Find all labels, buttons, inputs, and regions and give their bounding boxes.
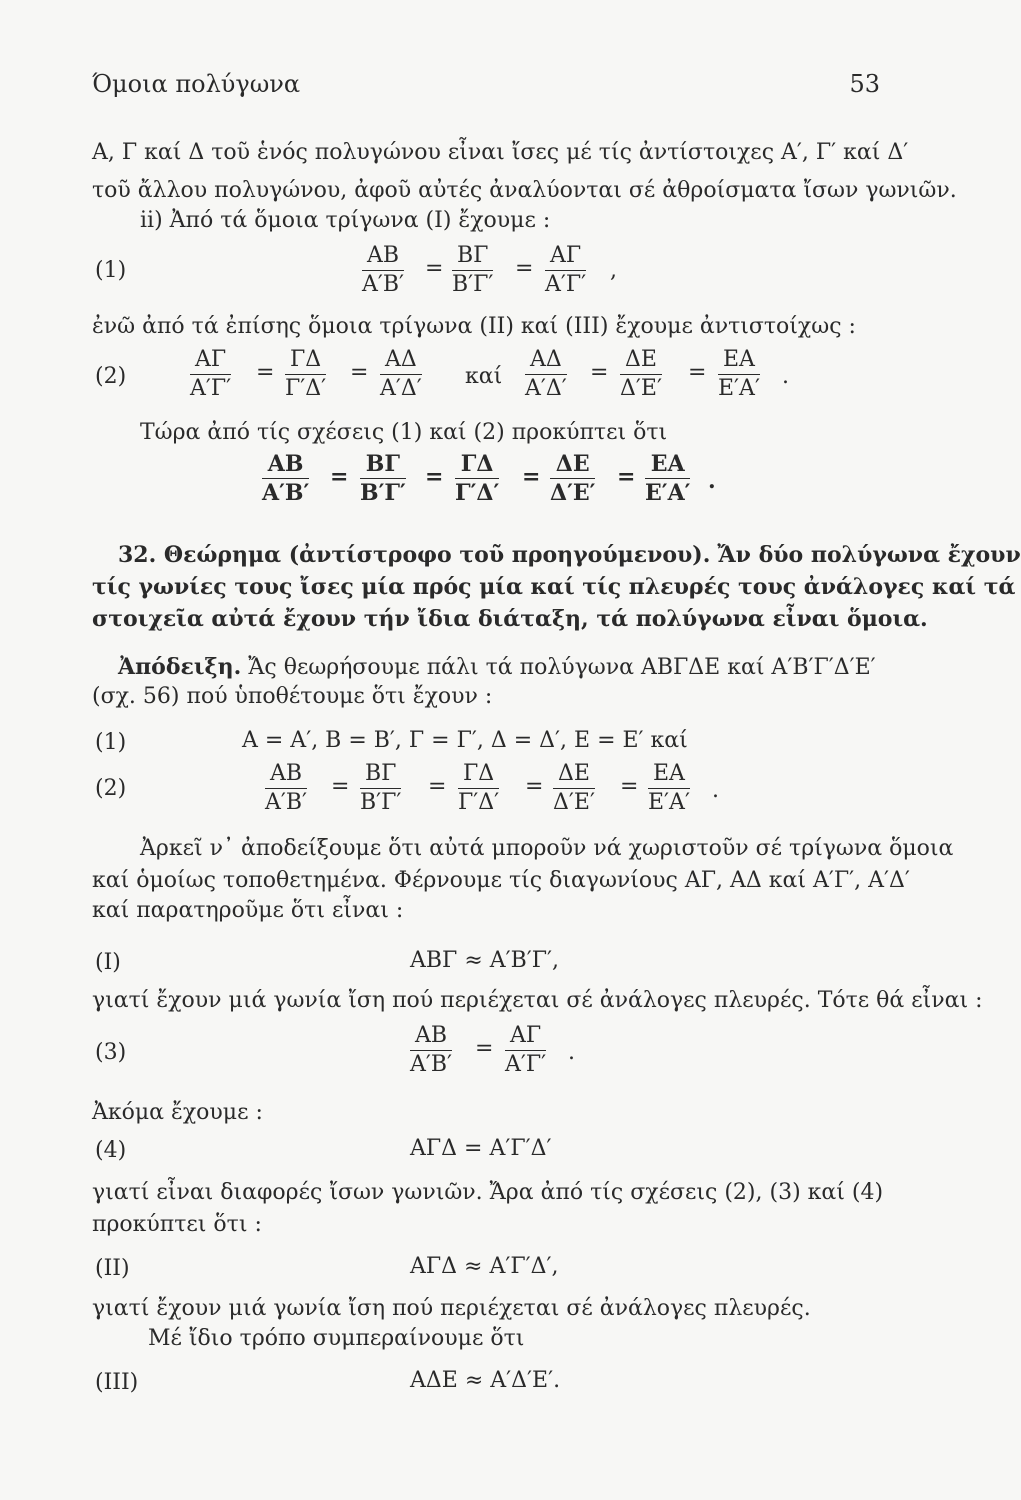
theorem-line-3: στοιχεῖα αὐτά ἔχουν τήν ἴδια διάταξη, τά πολύγωνα εἶναι ὅμοια. (92, 606, 928, 632)
eq1-label: (1) (95, 258, 127, 283)
text-between: ἐνῶ ἀπό τά ἐπίσης ὅμοια τρίγωνα (II) καί (III) ἔχουμε ἀντιστοίχως : (92, 314, 856, 339)
eq3b-label: (3) (95, 1040, 127, 1065)
fraction: $\frac{EA}{E'A'}$ (648, 761, 690, 815)
fraction: $\frac{\Gamma\Delta}{\Gamma'\Delta'}$ (285, 347, 327, 401)
fraction: $\frac{AB}{A'B'}$ (410, 1023, 453, 1077)
text-now: Τώρα ἀπό τίς σχέσεις (1) καί (2) προκύπτει ὅτι (140, 420, 668, 445)
equals-sign: = (331, 774, 350, 799)
eqIII-label: (III) (95, 1370, 139, 1395)
equals-sign: = (428, 774, 447, 799)
proof-line-1: Ἀπόδειξη. Ἄς θεωρήσουμε πάλι τά πολύγωνα ΑΒΓΔΕ καί Α′Β′Γ′Δ′Ε′ (118, 654, 876, 680)
fraction: $\frac{A\Delta}{A'\Delta'}$ (380, 347, 422, 401)
eq2-label: (2) (95, 364, 127, 389)
equals-sign: = (620, 774, 639, 799)
fraction: $\frac{AB}{A'B'}$ (265, 761, 308, 815)
similar-triangles-I: ABΓ ≈ A′B′Γ′, (410, 948, 560, 973)
fraction: $\frac{EA}{E'A'}$ (718, 347, 760, 401)
fraction: $\frac{\Gamma\Delta}{\Gamma'\Delta'}$ (458, 761, 500, 815)
equals-sign: = (590, 360, 609, 385)
eqII-label: (II) (95, 1256, 130, 1281)
angle-equality-4: AΓΔ = A′Γ′Δ′ (410, 1136, 552, 1161)
page-number: 53 (849, 70, 880, 98)
fraction: $\frac{A\Gamma}{A'\Gamma'}$ (505, 1023, 547, 1077)
equals-sign: = (515, 256, 534, 281)
equals-sign: = (522, 464, 541, 490)
fraction: $\frac{\Delta E}{\Delta'E'}$ (550, 451, 596, 506)
fraction: $\frac{B\Gamma}{B'\Gamma'}$ (452, 243, 494, 297)
fraction: $\frac{A\Delta}{A'\Delta'}$ (525, 347, 567, 401)
period: . (782, 364, 789, 389)
equals-sign: = (425, 464, 444, 490)
equals-sign: = (256, 360, 275, 385)
proof-heading: Ἀπόδειξη. (118, 654, 242, 680)
proof-line-2: (σχ. 56) πού ὑποθέτουμε ὅτι ἔχουν : (92, 684, 493, 709)
because-line-1: γιατί ἔχουν μιά γωνία ἴση πού περιέχεται σέ ἀνάλογες πλευρές. Τότε θά εἶναι : (92, 988, 983, 1013)
same-way-line: Μέ ἴδιο τρόπο συμπεραίνουμε ὅτι (148, 1326, 525, 1351)
comma: , (610, 258, 617, 283)
equals-sign: = (350, 360, 369, 385)
angle-equalities: A = A′, B = B′, Γ = Γ′, Δ = Δ′, E = E′ καί (242, 728, 688, 753)
intro-line-3: ii) Ἀπό τά ὅμοια τρίγωνα (I) ἔχουμε : (140, 208, 551, 233)
still-line: Ἀκόμα ἔχουμε : (92, 1100, 263, 1125)
fraction: $\frac{B\Gamma}{B'\Gamma'}$ (360, 451, 406, 506)
equals-sign: = (475, 1036, 494, 1061)
fraction: $\frac{EA}{E'A'}$ (645, 451, 691, 506)
body-line-2: καί ὁμοίως τοποθετημένα. Φέρνουμε τίς διαγωνίους ΑΓ, ΑΔ καί Α′Γ′, Α′Δ′ (92, 868, 910, 893)
eqI-label: (I) (95, 950, 121, 975)
body-line-1: Ἀρκεῖ ν᾽ ἀποδείξουμε ὅτι αὐτά μποροῦν νά χωριστοῦν σέ τρίγωνα ὅμοια (140, 836, 954, 861)
theorem-heading: 32. Θεώρημα (ἀντίστροφο τοῦ προηγούμενου). (118, 542, 711, 568)
similar-triangles-II: AΓΔ ≈ A′Γ′Δ′, (410, 1254, 559, 1279)
because-line-2b: προκύπτει ὅτι : (92, 1212, 262, 1237)
eqp2-label: (2) (95, 776, 127, 801)
equals-sign: = (330, 464, 349, 490)
period: . (708, 468, 716, 494)
equals-sign: = (425, 256, 444, 281)
fraction: $\frac{A\Gamma}{A'\Gamma'}$ (190, 347, 232, 401)
fraction: $\frac{B\Gamma}{B'\Gamma'}$ (360, 761, 402, 815)
chapter-title: Όμοια πολύγωνα (92, 70, 301, 98)
fraction: $\frac{AB}{A'B'}$ (262, 451, 310, 506)
fraction: $\frac{AB}{A'B'}$ (362, 243, 405, 297)
period: . (712, 778, 719, 803)
fraction: $\frac{\Delta E}{\Delta'E'}$ (620, 347, 662, 401)
because-line-2a: γιατί εἶναι διαφορές ἴσων γωνιῶν. Ἄρα ἀπό τίς σχέσεις (2), (3) καί (4) (92, 1180, 884, 1205)
equals-sign: = (617, 464, 636, 490)
body-line-3: καί παρατηροῦμε ὅτι εἶναι : (92, 898, 404, 923)
fraction: $\frac{A\Gamma}{A'\Gamma'}$ (545, 243, 587, 297)
period: . (568, 1040, 575, 1065)
intro-line-1: A, Γ καί Δ τοῦ ἑνός πολυγώνου εἶναι ἴσες μέ τίς ἀντίστοιχες A′, Γ′ καί Δ′ (92, 140, 909, 165)
word-kai: καί (465, 364, 503, 389)
intro-line-2: τοῦ ἄλλου πολυγώνου, ἀφοῦ αὐτές ἀναλύονται σέ ἀθροίσματα ἴσων γωνιῶν. (92, 178, 957, 203)
fraction: $\frac{\Delta E}{\Delta'E'}$ (553, 761, 595, 815)
eq4-label: (4) (95, 1138, 127, 1163)
similar-triangles-III: AΔE ≈ A′Δ′E′. (410, 1368, 561, 1393)
equals-sign: = (525, 774, 544, 799)
because-line-3: γιατί ἔχουν μιά γωνία ἴση πού περιέχεται σέ ἀνάλογες πλευρές. (92, 1296, 811, 1321)
eqp1-label: (1) (95, 730, 127, 755)
equals-sign: = (688, 360, 707, 385)
fraction: $\frac{\Gamma\Delta}{\Gamma'\Delta'}$ (455, 451, 500, 506)
theorem-line-2: τίς γωνίες τους ἴσες μία πρός μία καί τίς πλευρές τους ἀνάλογες καί τά (92, 574, 1016, 600)
theorem-line-1: 32. Θεώρημα (ἀντίστροφο τοῦ προηγούμενου). Ἄν δύο πολύγωνα ἔχουν (118, 542, 1021, 568)
